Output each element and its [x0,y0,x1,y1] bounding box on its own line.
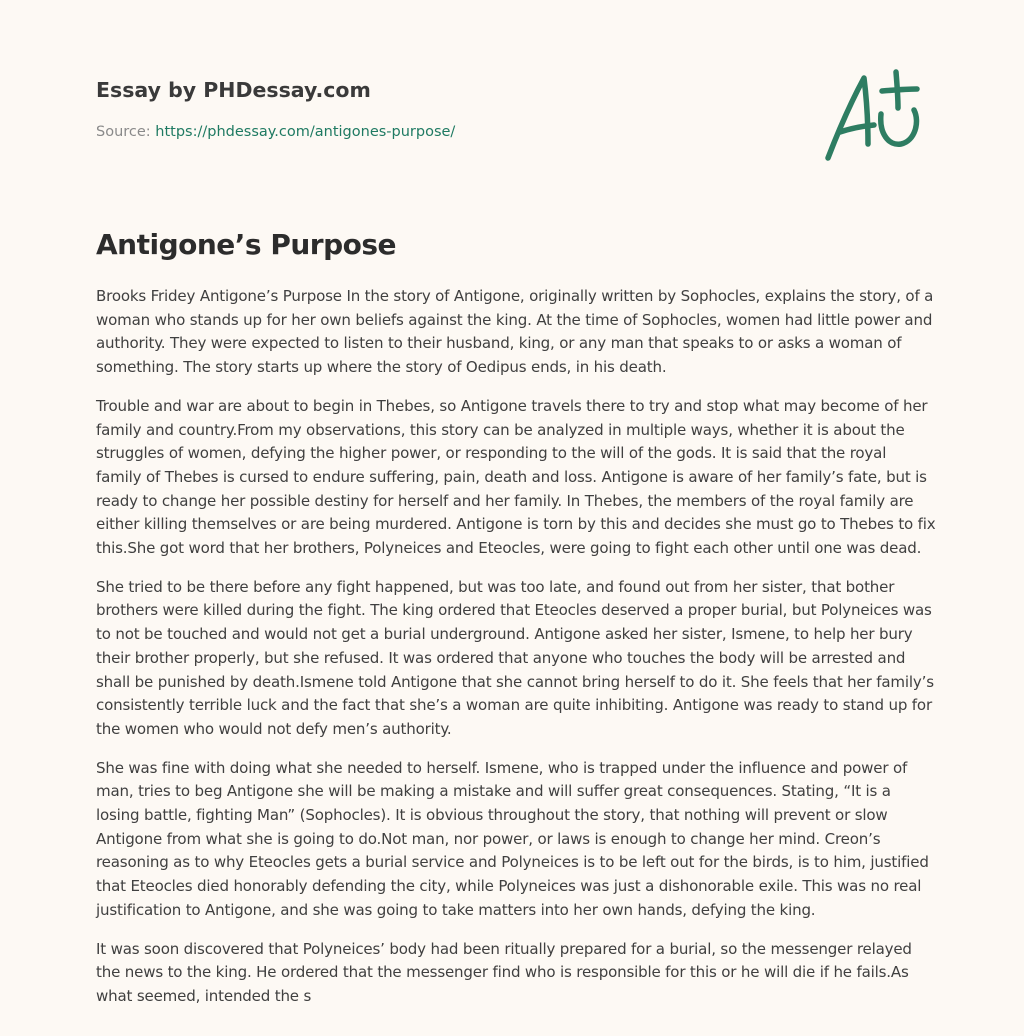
source-line [96,124,455,140]
paragraph: Trouble and war are about to begin in Thebes, so Antigone travels there to try and stop what may become of her family and country.From my observations, this story can be analyzed in multiple ways, whether it is about the struggles of women, defying the higher power, or responding to the will of the gods. It is said that the royal family of Thebes is cursed to endure suffering, pain, death and loss. Antigone is aware of her family’s fate, but is ready to change her possible destiny for herself and her family. In Thebes, the members of the royal family are either killing themselves or are being murdered. Antigone is torn by this and decides she must go to Thebes to fix this.She got word that her brothers, Polyneices and Eteocles, were going to fight each other until one was dead. [96,396,936,558]
a-plus-logo-icon [818,64,930,164]
paragraph: She tried to be there before any fight happened, but was too late, and found out from her sister, that bother brothers were killed during the fight. The king ordered that Eteocles deserved a proper burial, but Polyneices was to not be touched and would not get a burial underground. Antigone asked her sister, Ismene, to help her bury their brother properly, but she refused. It was ordered that anyone who touches the body will be arrested and shall be punished by death.Ismene told Antigone that she cannot bring herself to do it. She feels that her family’s consistently terrible luck and the fact that she’s a woman are quite inhibiting. Antigone was ready to stand up for the women who would not defy men’s authority. [96,577,934,738]
paragraph: It was soon discovered that Polyneices’ body had been ritually prepared for a burial, so the messenger relayed the news to the king. He ordered that the messenger find who is responsible for this or he will die if he fails.As what seemed, intended the s [96,939,912,1005]
source-link[interactable]: https://phdessay.com/antigones-purpose/ [155,124,456,140]
page-title: Antigone’s Purpose [96,228,397,261]
essay-header [96,76,796,140]
source-label: Source: [96,124,151,140]
site-title: Essay by PHDessay.com [96,78,371,102]
paragraph: Brooks Fridey Antigone’s Purpose In the story of Antigone, originally written by Sophocles, explains the story, of a woman who stands up for her own beliefs against the king. At the time of Sophocles, women had little power and authority. They were expected to listen to their husband, king, or any man that speaks to or asks a woman of something. The story starts up where the story of Oedipus ends, in his death. [96,287,934,377]
paragraph: She was fine with doing what she needed to herself. Ismene, who is trapped under the influence and power of man, tries to beg Antigone she will be making a mistake and will suffer great consequences. Stating, “It is a losing battle, fighting Man” (Sophocles). It is obvious throughout the story, that nothing will prevent or slow Antigone from what she is going to do.Not man, nor power, or laws is enough to change her mind. Creon’s reasoning as to why Eteocles gets a burial service and Polyneices is to be left out for the birds, is to him, justified that Eteocles died honorably defending the city, while Polyneices was just a dishonorable exile. This was no real justification to Antigone, and she was going to take matters into her own hands, defying the king. [96,758,929,919]
essay-body [96,285,936,1024]
